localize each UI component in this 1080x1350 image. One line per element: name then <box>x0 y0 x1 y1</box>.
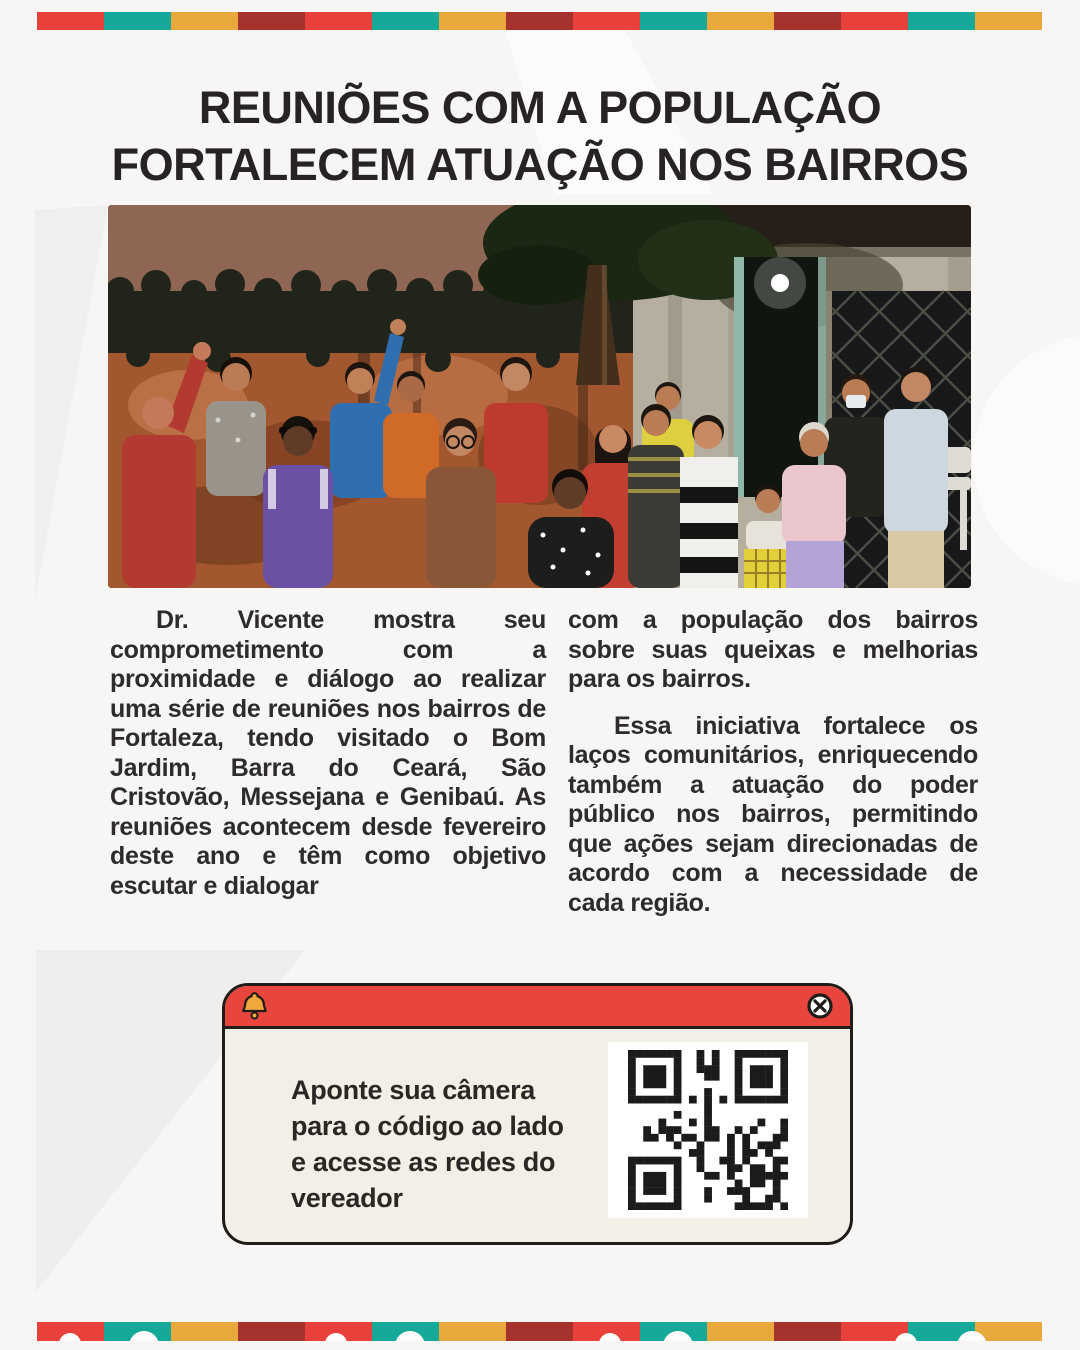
article-body <box>110 606 978 918</box>
article-paragraph: Dr. Vicente mostra seu comprometimento com a proximidade e diálogo ao realizar uma série de reuniões nos bairros de Fortaleza, tendo visitado o Bom Jardim, Barra do Ceará, São Cristovão, Messejana e Genibaú. As reuniões acontecem desde fevereiro deste ano e têm como objetivo escutar e dialogar <box>110 606 546 900</box>
article-paragraph: com a população dos bairros sobre suas queixas e melhorias para os bairros. <box>568 606 978 693</box>
community-meeting-photo <box>108 205 971 588</box>
qr-code-panel <box>608 1042 808 1218</box>
page-title-line1: REUNIÕES COM A POPULAÇÃO <box>198 82 882 133</box>
photo-illustration <box>108 205 971 588</box>
qr-card <box>222 983 853 1245</box>
bell-icon <box>241 991 268 1021</box>
page-title <box>0 79 1080 193</box>
article-column-left <box>110 606 546 918</box>
qr-card-message: Aponte sua câmera para o código ao lado e acesse as redes do vereador <box>291 1075 564 1213</box>
page-title-line2: FORTALECEM ATUAÇÃO NOS BAIRROS <box>111 139 969 190</box>
close-icon[interactable] <box>806 992 834 1020</box>
top-decorative-stripe <box>37 12 1042 30</box>
qr-code <box>628 1050 788 1210</box>
article-column-right <box>568 606 978 918</box>
article-paragraph: Essa iniciativa fortalece os laços comunitários, enriquecendo também a atuação do poder público nos bairros, permitindo que ações sejam direcionadas de acordo com a necessidade de cada região. <box>568 711 978 917</box>
bottom-decorative-stripe <box>37 1322 1042 1341</box>
qr-card-header <box>225 986 850 1029</box>
